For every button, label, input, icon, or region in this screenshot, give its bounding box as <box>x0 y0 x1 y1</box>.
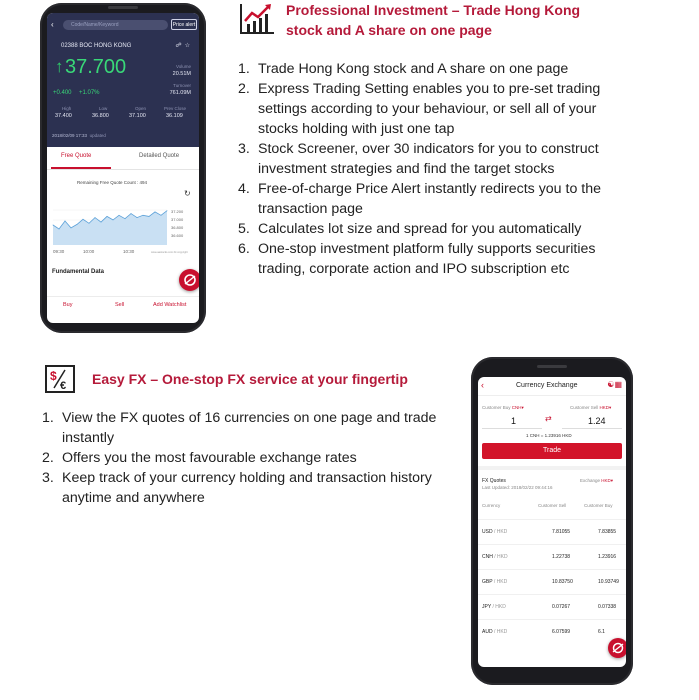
exchange-currency-select[interactable]: Exchange HKD▾ <box>580 478 614 483</box>
remaining-quote-count: Remaining Free Quote Count : 494 <box>77 180 148 185</box>
section2-feature-list <box>42 408 438 508</box>
chart-copyright: www.aastocks.com.hk copyright <box>151 251 188 254</box>
chart-y-tick: 36.600 <box>171 233 184 238</box>
volume-value: 20.51M <box>172 71 191 77</box>
chart-point <box>53 225 54 226</box>
chart-point <box>155 211 156 212</box>
feature-item-text: One-stop investment platform fully supports securities trading, corporate action and IPO subscription etc <box>258 241 596 277</box>
chart-point <box>77 224 78 225</box>
fx-row-buy: 0.07338 <box>598 604 617 610</box>
trade-action-bar <box>47 296 199 315</box>
fx-feature-item-number: 3. <box>42 470 54 486</box>
buy-amount-input[interactable]: 1 <box>511 416 517 426</box>
fx-row-buy: 6.1 <box>598 629 605 635</box>
feature-item-number: 3. <box>238 141 250 157</box>
customer-buy-text: Customer Buy <box>482 405 511 410</box>
chart-y-tick: 36.800 <box>171 225 184 230</box>
stock-quote-screen <box>47 13 199 323</box>
fx-row-currency[interactable] <box>482 604 506 610</box>
section1-title-line2: stock and A share on one page <box>286 22 492 38</box>
chart-point <box>83 219 84 220</box>
sell-amount-underline <box>562 428 622 429</box>
feature-item <box>238 179 638 219</box>
svg-text:€: € <box>60 380 67 392</box>
chart-x-tick: 10:30 <box>123 249 135 254</box>
fx-feature-item-text: Keep track of your currency holding and transaction history anytime and anywhere <box>62 470 432 506</box>
quote-tabs <box>47 147 199 170</box>
chart-point <box>89 223 90 224</box>
refresh-icon[interactable]: ↻ <box>184 189 191 198</box>
fx-feature-item-text: View the FX quotes of 16 currencies on one page and trade instantly <box>62 410 437 446</box>
high-label: High <box>62 106 72 111</box>
col-customer-sell: Customer Sell <box>538 503 567 508</box>
fx-row-divider <box>478 594 626 595</box>
chart-point <box>161 215 162 216</box>
feature-item-text: Trade Hong Kong stock and A share on one page <box>258 61 569 77</box>
fx-feature-item <box>42 468 438 508</box>
intraday-chart <box>51 203 195 255</box>
chart-point <box>167 210 168 211</box>
chart-point <box>107 216 108 217</box>
open-value: 37.100 <box>129 113 146 119</box>
quote-updated: updated <box>89 133 106 138</box>
fx-quotes-heading: FX Quotes <box>482 478 506 484</box>
fx-row-divider <box>478 569 626 570</box>
sell-currency-select[interactable]: HKD <box>599 405 610 410</box>
buy-button[interactable]: Buy <box>63 302 73 308</box>
feature-item-number: 6. <box>238 241 250 257</box>
stock-code-name: 02388 BOC HONG KONG <box>61 43 132 49</box>
chart-point <box>131 213 132 214</box>
fx-row-base-ccy: HKD <box>496 529 508 535</box>
fx-row-base: / HKD <box>492 604 506 610</box>
fx-row-ccy: GBP <box>482 579 493 585</box>
fx-row-sell: 7.81055 <box>552 529 571 535</box>
feature-item <box>238 59 638 79</box>
prev-close-value: 36.109 <box>166 113 183 119</box>
up-arrow-icon: ↑ <box>55 57 64 76</box>
trade-button[interactable]: Trade <box>482 443 622 459</box>
sell-button[interactable]: Sell <box>115 302 125 308</box>
section1-title-line1: Professional Investment – Trade Hong Kong <box>286 2 581 18</box>
chart-point <box>65 221 66 222</box>
prev-close-label: Prev Close <box>164 106 187 111</box>
exchange-label: Exchange <box>580 478 601 483</box>
fx-feature-item-number: 1. <box>42 410 54 426</box>
fx-header-icons[interactable]: ☯▦ <box>607 380 622 389</box>
feature-item-number: 4. <box>238 181 250 197</box>
add-watchlist-button[interactable]: Add Watchlist <box>153 302 187 308</box>
open-label: Open <box>135 106 147 111</box>
feature-item-text: Free-of-charge Price Alert instantly redirects you to the transaction page <box>258 181 602 217</box>
volume-label: Volume <box>175 64 191 69</box>
customer-buy-label: Customer Buy CNH▾ <box>482 405 524 410</box>
share-star-icons[interactable]: ☍☆ <box>175 43 193 49</box>
exchange-rate-text: 1 CNH = 1.23916 HKD <box>526 433 572 438</box>
feature-item <box>238 239 638 279</box>
feature-item-number: 1. <box>238 61 250 77</box>
feature-item <box>238 139 638 179</box>
chart-y-tick: 37.200 <box>171 209 184 214</box>
fx-currency-icon <box>45 365 75 393</box>
fx-row-ccy: USD <box>482 529 493 535</box>
fx-row-currency[interactable] <box>482 529 507 535</box>
fx-row-base-ccy: HKD <box>495 604 506 610</box>
fx-row-currency[interactable] <box>482 554 508 560</box>
quick-trade-fab[interactable] <box>608 638 626 658</box>
fx-row-base-ccy: HKD <box>496 629 508 635</box>
feature-item-text: Express Trading Setting enables you to pre-set trading settings according to your behaviour, or sell all of your stocks holding with just one tap <box>258 81 601 137</box>
fx-row-ccy: CNH <box>482 554 493 560</box>
feature-item-number: 5. <box>238 221 250 237</box>
feature-item-number: 2. <box>238 81 250 97</box>
fx-row-sell: 1.22738 <box>552 554 571 560</box>
chart-point <box>125 218 126 219</box>
buy-amount-underline <box>482 428 542 429</box>
section1-feature-list <box>238 59 638 279</box>
fx-row-sell: 6.07599 <box>552 629 571 635</box>
price-change: +0.400 <box>53 90 72 96</box>
stock-quote-phone <box>40 3 206 333</box>
fx-page-title: Currency Exchange <box>516 382 578 389</box>
fx-feature-item-text: Offers you the most favourable exchange rates <box>62 450 357 466</box>
tab-detailed-quote[interactable]: Detailed Quote <box>139 153 180 159</box>
chart-point <box>71 227 72 228</box>
fx-row-ccy: JPY <box>482 604 492 610</box>
svg-text:$: $ <box>50 369 57 383</box>
low-value: 36.800 <box>92 113 109 119</box>
fx-header <box>478 377 626 396</box>
phone-speaker <box>108 6 138 9</box>
stock-search-input[interactable]: Code/Name/Keyword <box>63 20 168 30</box>
turnover-label: Turnover <box>173 83 191 88</box>
back-arrow-icon[interactable]: ‹ <box>481 380 484 390</box>
fx-row-buy: 10.93749 <box>598 579 619 585</box>
chart-x-tick: 10:00 <box>83 249 95 254</box>
fx-feature-item-number: 2. <box>42 450 54 466</box>
fx-row-base-ccy: HKD <box>497 554 508 560</box>
active-tab-indicator <box>51 167 111 169</box>
fx-row-currency[interactable] <box>482 579 507 585</box>
bank-logo-icon <box>179 269 199 291</box>
currency-exchange-phone <box>471 357 633 685</box>
fx-row-base: / HKD <box>493 529 508 535</box>
quote-header <box>47 13 199 147</box>
quote-date: 2018/02/09 17:33 <box>52 133 88 138</box>
price-change-pct: +1.07% <box>79 90 100 96</box>
fx-row-base-ccy: HKD <box>496 579 508 585</box>
tab-free-quote[interactable]: Free Quote <box>61 153 92 159</box>
fx-row-base: / HKD <box>493 629 508 635</box>
chart-point <box>143 215 144 216</box>
fx-row-divider <box>478 519 626 520</box>
quote-timestamp <box>52 133 106 138</box>
fx-last-updated: Last Updated: 2018/02/22 09:44:16 <box>482 485 553 490</box>
fx-row-divider <box>478 619 626 620</box>
currency-exchange-screen <box>478 377 626 667</box>
chart-point <box>101 222 102 223</box>
feature-item <box>238 79 638 139</box>
fundamental-data-heading: Fundamental Data <box>52 269 105 275</box>
investment-chart-icon <box>238 2 276 36</box>
fx-row-buy: 1.23916 <box>598 554 617 560</box>
fx-row-base: / HKD <box>494 554 508 560</box>
phone-speaker <box>537 365 567 368</box>
chart-x-tick: 09:30 <box>53 249 65 254</box>
feature-item-text: Calculates lot size and spread for you automatically <box>258 221 582 237</box>
fx-row-buy: 7.83855 <box>598 529 617 535</box>
low-label: Low <box>99 106 108 111</box>
stock-price: 37.700 <box>65 56 127 78</box>
chart-point <box>119 215 120 216</box>
fx-row-sell: 0.07267 <box>552 604 571 610</box>
swap-icon[interactable]: ⇄ <box>545 414 552 423</box>
section2-title: Easy FX – One-stop FX service at your fingertip <box>92 371 408 387</box>
customer-sell-label: Customer Sell HKD▾ <box>570 405 612 410</box>
buy-currency-select[interactable]: CNH <box>511 405 522 410</box>
quick-trade-fab[interactable] <box>179 269 199 291</box>
high-value: 37.400 <box>55 113 72 119</box>
chart-point <box>59 229 60 230</box>
chart-point <box>137 217 138 218</box>
col-customer-buy: Customer Buy <box>584 503 613 508</box>
chart-y-tick: 37.000 <box>171 217 184 222</box>
turnover-value: 761.09M <box>169 90 191 96</box>
chart-point <box>149 216 150 217</box>
customer-sell-text: Customer Sell <box>570 405 599 410</box>
feature-item <box>238 219 638 239</box>
fx-row-currency[interactable] <box>482 629 507 635</box>
fx-row-sell: 10.83750 <box>552 579 573 585</box>
feature-item-text: Stock Screener, over 30 indicators for you to construct investment strategies and find the target stocks <box>258 141 599 177</box>
fx-row-base: / HKD <box>493 579 508 585</box>
chart-point <box>95 217 96 218</box>
price-alert-button[interactable]: Price alert <box>171 19 197 30</box>
exchange-currency: HKD <box>601 478 611 483</box>
bank-logo-icon <box>608 638 626 658</box>
back-arrow-icon[interactable]: ‹ <box>51 20 54 29</box>
fx-feature-item <box>42 408 438 448</box>
chart-point <box>113 219 114 220</box>
fx-row-divider <box>478 544 626 545</box>
sell-amount-input[interactable]: 1.24 <box>588 416 606 426</box>
section-divider <box>478 466 626 470</box>
col-currency: Currency <box>482 503 501 508</box>
fx-row-ccy: AUD <box>482 629 493 635</box>
fx-feature-item <box>42 448 438 468</box>
